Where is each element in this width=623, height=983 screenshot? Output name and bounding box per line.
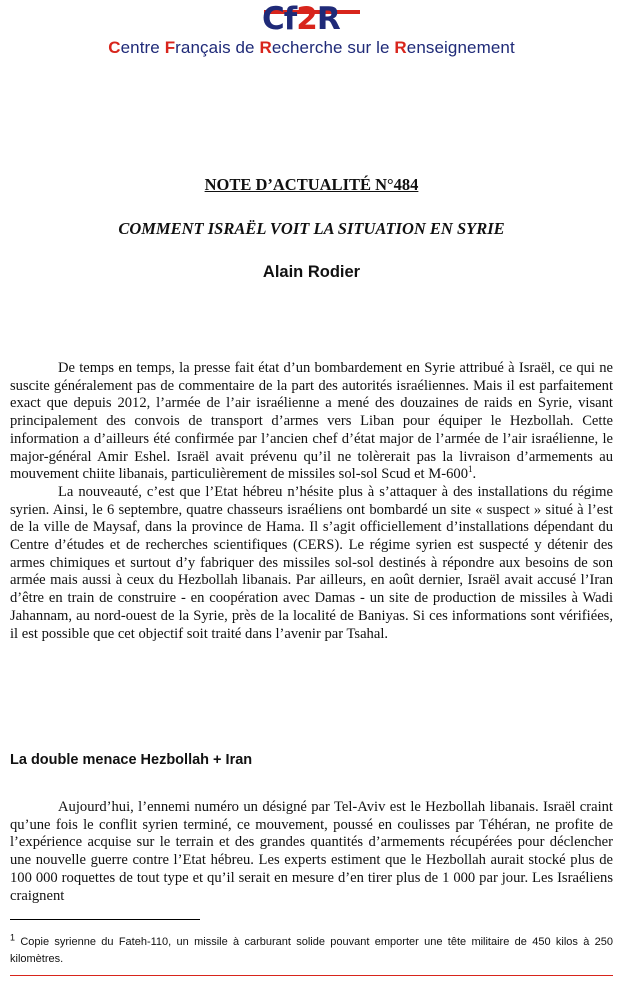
author-name: Alain Rodier	[262, 263, 361, 281]
cf2r-logo	[0, 1, 623, 38]
article-headline: COMMENT ISRAËL VOIT LA SITUATION EN SYRIE	[118, 219, 505, 238]
footnote-marker: 1	[10, 932, 16, 943]
article-body-section	[10, 799, 613, 905]
footnote-divider	[10, 919, 200, 920]
paragraph: La nouveauté, c’est que l’Etat hébreu n’hésite plus à s’attaquer à des installations du régime syrien. Ainsi, le 6 septembre, quatre chasseurs israéliens ont bombardé un site « suspect » situé à l’est de la ville de Maysaf, dans la province de Hama. Il s’agit officiellement d’installations dépendant du Centre d’études et de recherches scientifiques (CERS). Le régime syrien est suspecté y détenir des armes chimiques et surtout d’y fabriquer des missiles sol-sol destinés à répondre aux besoins de son armée mais aussi à ceux du Hezbollah libanais. Par ailleurs, en août dernier, Israël avait accusé l’Iran d’être en train de construire - en coopération avec Damas - un site de production de missiles à Wadi Jahannam, au nord-ouest de la Syrie, près de la localité de Baniyas. Si ces informations sont vérifiées, il est possible que cet objectif soit traité dans l’avenir par Tsahal.	[10, 483, 613, 642]
paragraph: Aujourd’hui, l’ennemi numéro un désigné par Tel-Aviv est le Hezbollah libanais. Israël craint qu’une fois le conflit syrien terminé, ce mouvement, poussé en coulisses par Téhéran, ne profite de l’expérience acquise sur le terrain et des grandes quantités d’armements récupérées pour déclencher une nouvelle guerre contre l’Etat hébreu. Les experts estiment que le Hezbollah aurait stocké plus de 100 000 roquettes de tout type et qu’il serait en mesure d’en tirer plus de 1 000 par jour. Les Israéliens craignent	[10, 799, 613, 904]
footnote-reference[interactable]: 1	[468, 464, 473, 475]
logo-letters: Cf2R	[262, 1, 340, 37]
logo-mark	[262, 1, 364, 38]
section-heading: La double menace Hezbollah + Iran	[10, 752, 253, 768]
footnote: $^1$ Copie syrienne du Fateh-110, un missile à carburant solide pouvant emporter une tête militaire de 450 kilos à 250 kilomètres.	[10, 932, 613, 965]
article-body-intro	[10, 360, 613, 643]
paragraph: De temps en temps, la presse fait état d’un bombardement en Syrie attribué à Israël, ce qui ne suscite généralement pas de commentaire de la part des autorités israéliennes. Mais il est parfaitement exact que depuis 2012, l’armée de l’air israélienne a mené des douzaines de raids en Syrie, visant principalement des convois de transport d’armes vers Liban pour équiper le Hezbollah. Cette information a d’ailleurs été confirmée par l’ancien chef d’état major de l’armée de l’air israélienne, le major-général Amir Eshel. Israël avait prévenu qu’il ne tolèrerait pas la livraison d’armements au mouvement chiite libanais, particulièrement de missiles sol-sol Scud et $M-600^1$.	[10, 360, 613, 483]
note-number: NOTE D’ACTUALITÉ N°484	[204, 175, 419, 194]
organization-name: Centre Français de Recherche sur le Renseignement	[108, 38, 515, 57]
footer-divider	[10, 975, 613, 976]
